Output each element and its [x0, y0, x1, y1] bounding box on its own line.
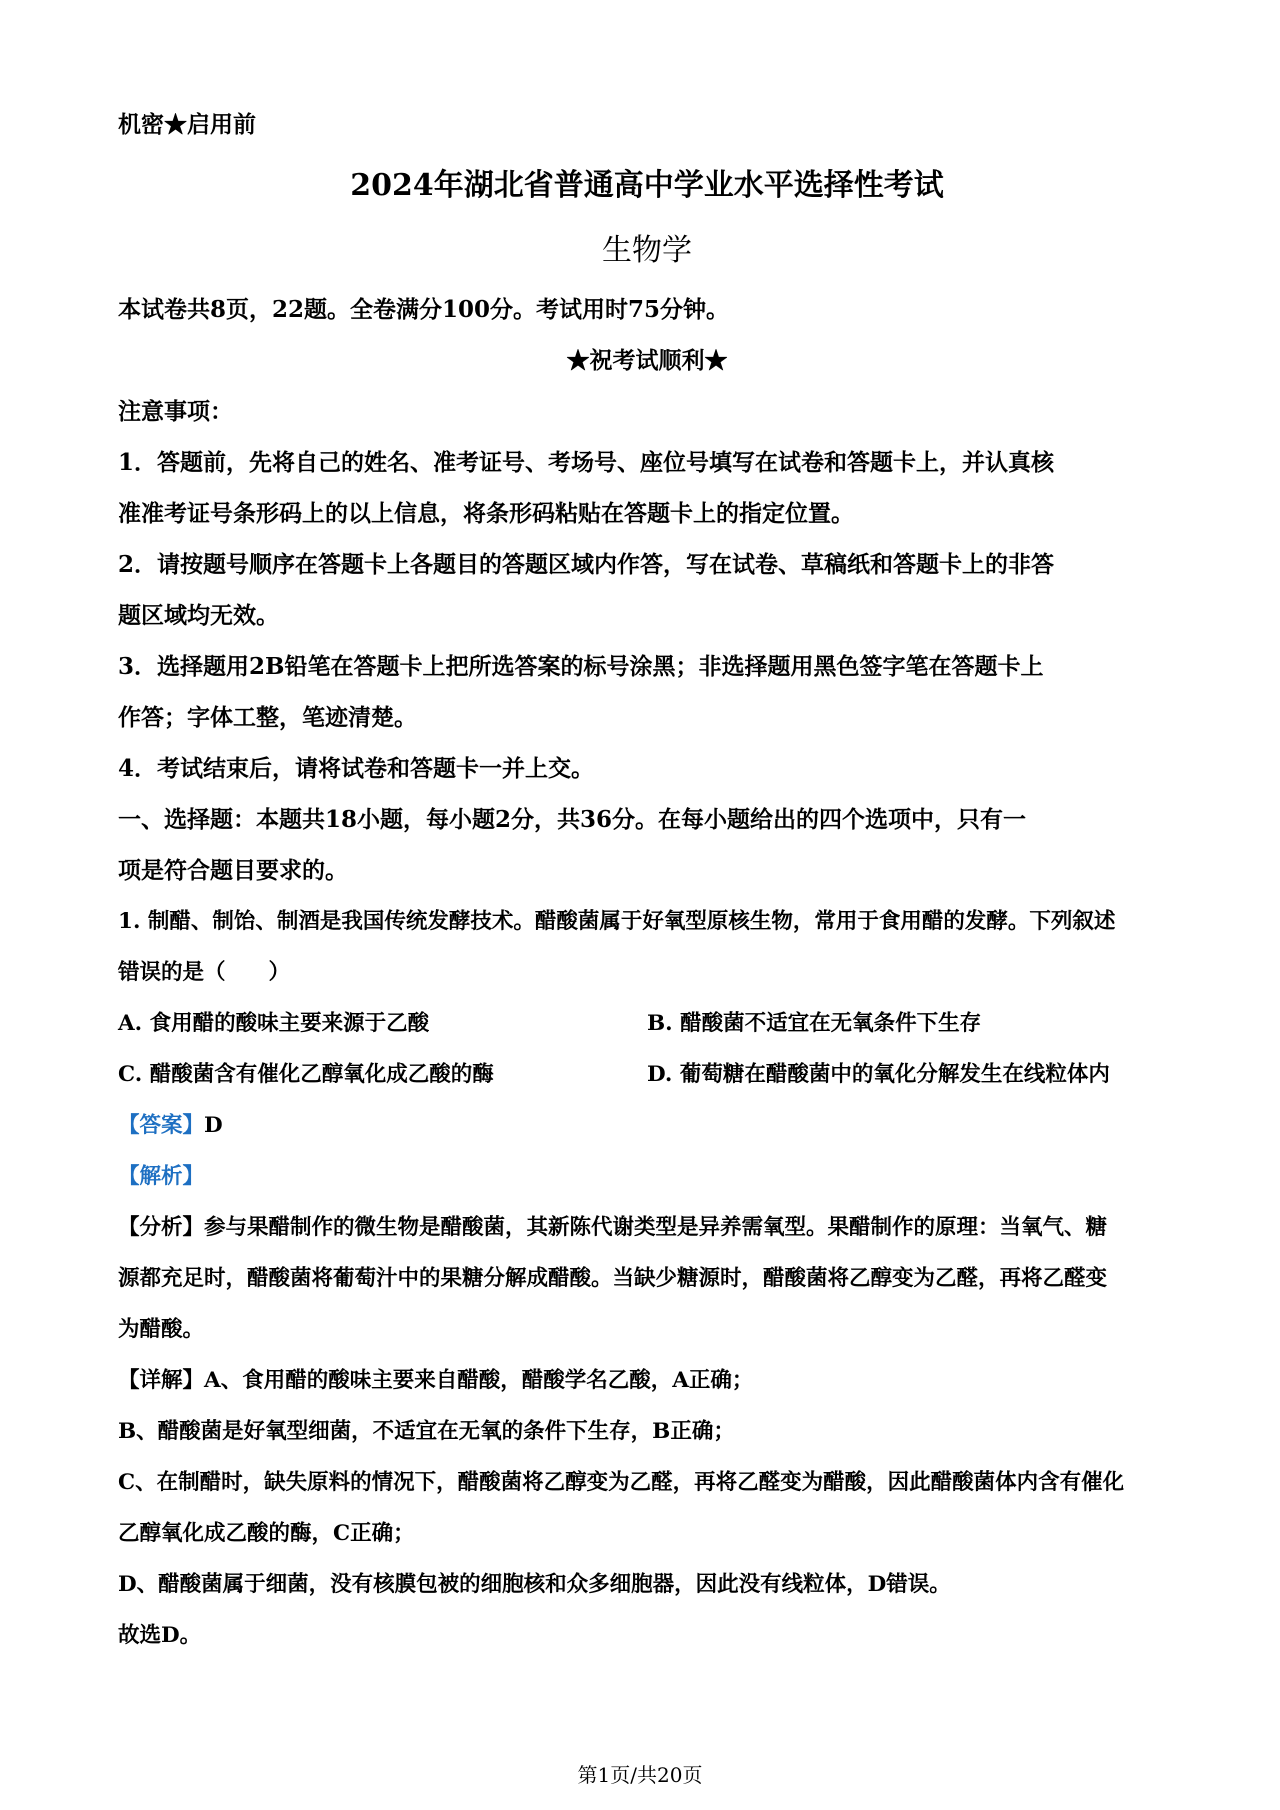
fenxi-text-1: 参与果醋制作的微生物是醋酸菌，其新陈代谢类型是异养需氧型。果醋制作的原理：当氧气、糖	[204, 1215, 1108, 1240]
notice-item-1-line-2: 准准考证号条形码上的以上信息，将条形码粘贴在答题卡上的指定位置。	[118, 500, 854, 527]
xiangjie-line-d: D、醋酸菌属于细菌，没有核膜包被的细胞核和众多细胞器，因此没有线粒体，D错误。	[118, 1572, 951, 1597]
page-number-footer: 第1页/共20页	[577, 1763, 703, 1787]
exam-page	[118, 100, 1176, 1661]
subject-title: 生物学	[602, 233, 692, 268]
xiangjie-line-b: B、醋酸菌是好氧型细菌，不适宜在无氧的条件下生存，B正确；	[118, 1419, 735, 1444]
option-d: D. 葡萄糖在醋酸菌中的氧化分解发生在线粒体内	[647, 1062, 1110, 1087]
notice-heading: 注意事项：	[118, 398, 233, 425]
conclusion: 故选D。	[118, 1623, 202, 1648]
notice-item-1-line-1: 1．答题前，先将自己的姓名、准考证号、考场号、座位号填写在试卷和答题卡上，并认真核	[118, 449, 1055, 476]
notice-item-3-line-2: 作答；字体工整，笔迹清楚。	[118, 704, 417, 731]
section-heading-line-2: 项是符合题目要求的。	[118, 857, 348, 884]
xiangjie-a-text: A、食用醋的酸味主要来自醋酸，醋酸学名乙酸，A正确；	[204, 1368, 754, 1393]
confidential-label: 机密★启用前	[118, 111, 256, 138]
options-row-ab	[118, 998, 1176, 1049]
question-1-stem-line-1: 1. 制醋、制饴、制酒是我国传统发酵技术。醋酸菌属于好氧型原核生物，常用于食用醋的发酵。下列叙述	[118, 909, 1116, 934]
fenxi-tag: 【分析】	[118, 1215, 205, 1240]
notice-item-4: 4．考试结束后，请将试卷和答题卡一并上交。	[118, 755, 595, 782]
exam-info: 本试卷共8页，22题。全卷满分100分。考试用时75分钟。	[118, 296, 730, 323]
fenxi-line-1	[118, 1202, 1176, 1253]
notice-item-1	[118, 437, 1176, 539]
blessing: ★祝考试顺利★	[566, 347, 728, 374]
answer-tag: 【答案】	[118, 1113, 205, 1138]
option-c: C. 醋酸菌含有催化乙醇氧化成乙酸的酶	[118, 1062, 494, 1087]
notice-item-3-line-1: 3．选择题用2B铅笔在答题卡上把所选答案的标号涂黑；非选择题用黑色签字笔在答题卡上	[118, 653, 1044, 680]
xiangjie-line-a	[118, 1355, 1176, 1406]
answer-value: D	[204, 1113, 223, 1138]
notice-item-3	[118, 641, 1176, 743]
answer-line	[118, 1100, 1176, 1151]
xiangjie-line-c-1: C、在制醋时，缺失原料的情况下，醋酸菌将乙醇变为乙醛，再将乙醛变为醋酸，因此醋酸菌体内含有催化	[118, 1470, 1125, 1495]
fenxi-line-2: 源都充足时，醋酸菌将葡萄汁中的果糖分解成醋酸。当缺少糖源时，醋酸菌将乙醇变为乙醛，再将乙醛变	[118, 1266, 1108, 1291]
question-1	[118, 896, 1176, 1661]
analysis-tag: 【解析】	[118, 1164, 205, 1189]
options-row-cd	[118, 1049, 1176, 1100]
notice-item-2-line-1: 2．请按题号顺序在答题卡上各题目的答题区域内作答，写在试卷、草稿纸和答题卡上的非答	[118, 551, 1055, 578]
notice-item-2-line-2: 题区域均无效。	[118, 602, 279, 629]
section-heading-line-1: 一、选择题：本题共18小题，每小题2分，共36分。在每小题给出的四个选项中，只有一	[118, 806, 1027, 833]
question-1-stem-line-2: 错误的是（ ）	[118, 960, 291, 985]
notice-item-2	[118, 539, 1176, 641]
fenxi-line-3: 为醋酸。	[118, 1317, 205, 1342]
xiangjie-tag: 【详解】	[118, 1368, 205, 1393]
option-b: B. 醋酸菌不适宜在无氧条件下生存	[647, 1011, 982, 1036]
xiangjie-block	[118, 1355, 1176, 1661]
analysis-line	[118, 1151, 1176, 1202]
section-heading	[118, 794, 1176, 896]
option-a: A. 食用醋的酸味主要来源于乙酸	[118, 1011, 430, 1036]
exam-title: 2024年湖北省普通高中学业水平选择性考试	[350, 168, 944, 203]
fenxi-block	[118, 1202, 1176, 1355]
xiangjie-line-c-2: 乙醇氧化成乙酸的酶，C正确；	[118, 1521, 415, 1546]
